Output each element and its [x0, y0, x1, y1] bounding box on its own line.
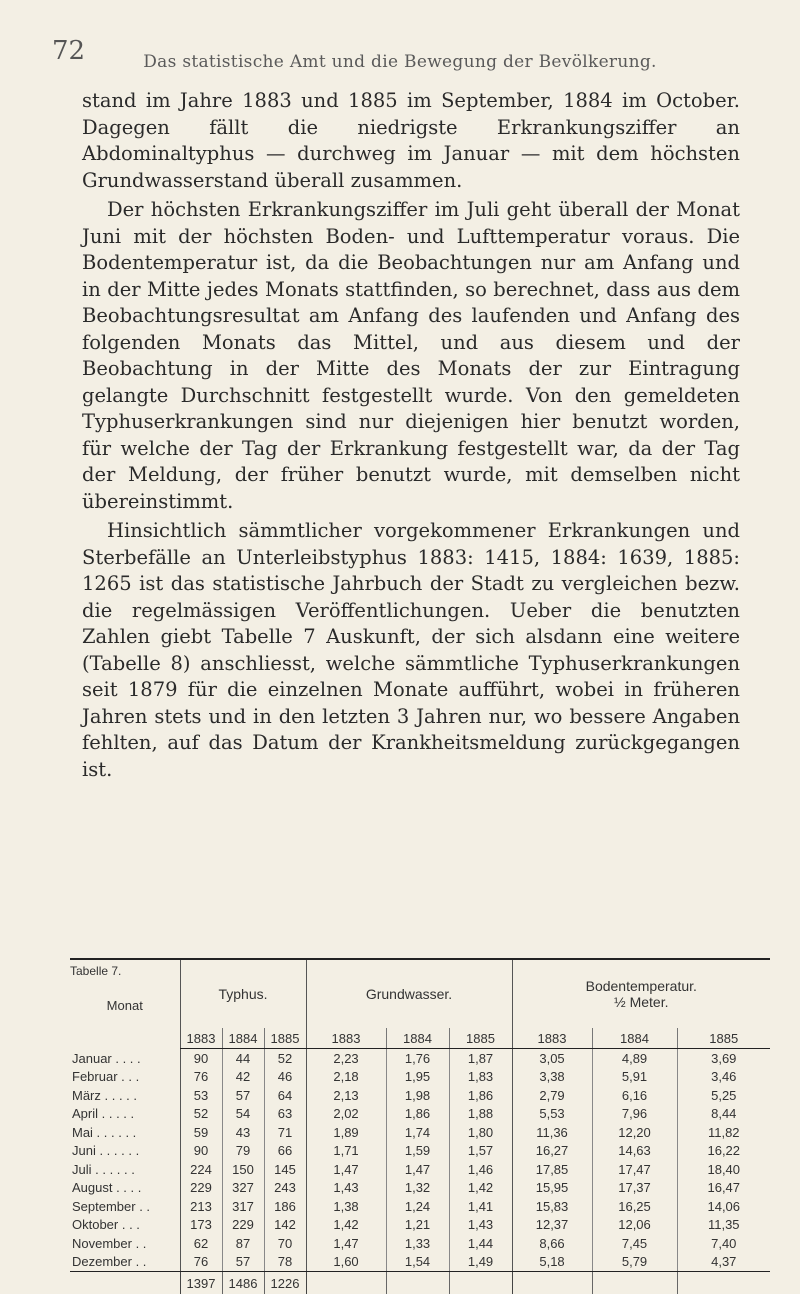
paragraph: Der höchsten Erkrankungsziffer im Juli geht überall der Monat Juni mit der höchsten Boden- und Lufttemperatur voraus. Die Bodentemperatur ist, da die Beobachtungen nur am Anfang und in der Mitte jedes Monats stattfinden, so berechnet, dass aus dem Beobachtungsresultat am Anfang des laufenden und Anfang des folgenden Monats das Mittel, und aus diesem und der Beobachtung in der Mitte des Monats der zur Eintragung gelangte Durchschnitt festgestellt wurde. Von den gemeldeten Typhuserkrankungen sind nur diejenigen hier benutzt worden, für welche der Tag der Erkrankung festgestellt war, da der Tag der Meldung, der früher benutzt wurde, mit demselben nicht übereinstimmt.: [82, 197, 740, 515]
value-cell: 1,42: [306, 1216, 386, 1235]
value-cell: 1,59: [386, 1142, 449, 1161]
month-column-header: Monat: [70, 998, 180, 1013]
value-cell: 5,25: [677, 1086, 770, 1105]
value-cell: 5,18: [512, 1253, 592, 1272]
table-row: [70, 1160, 770, 1179]
value-cell: 12,37: [512, 1216, 592, 1235]
grundwasser-header: Grundwasser.: [306, 959, 512, 1028]
table-row: [70, 1142, 770, 1161]
value-cell: 16,27: [512, 1142, 592, 1161]
year-header: 1883: [180, 1028, 222, 1049]
total-cell: 1486: [222, 1272, 264, 1294]
value-cell: 14,06: [677, 1197, 770, 1216]
value-cell: 52: [180, 1105, 222, 1124]
value-cell: 64: [264, 1086, 306, 1105]
value-cell: 71: [264, 1123, 306, 1142]
value-cell: 2,23: [306, 1049, 386, 1068]
value-cell: 42: [222, 1068, 264, 1087]
value-cell: 90: [180, 1049, 222, 1068]
value-cell: 2,02: [306, 1105, 386, 1124]
value-cell: 4,37: [677, 1253, 770, 1272]
value-cell: 12,20: [592, 1123, 677, 1142]
value-cell: 229: [222, 1216, 264, 1235]
value-cell: 17,47: [592, 1160, 677, 1179]
value-cell: 1,47: [306, 1234, 386, 1253]
value-cell: 57: [222, 1086, 264, 1105]
value-cell: 1,95: [386, 1068, 449, 1087]
bodentemperatur-title: Bodentemperatur.: [586, 978, 697, 994]
bodentemperatur-header: [512, 959, 770, 1028]
value-cell: 4,89: [592, 1049, 677, 1068]
value-cell: 8,66: [512, 1234, 592, 1253]
value-cell: 1,86: [449, 1086, 512, 1105]
month-cell: September . .: [70, 1197, 180, 1216]
value-cell: 317: [222, 1197, 264, 1216]
value-cell: 16,25: [592, 1197, 677, 1216]
year-header: 1884: [386, 1028, 449, 1049]
value-cell: 1,49: [449, 1253, 512, 1272]
month-cell: Februar . . .: [70, 1068, 180, 1087]
year-header: 1884: [222, 1028, 264, 1049]
value-cell: 1,57: [449, 1142, 512, 1161]
value-cell: 46: [264, 1068, 306, 1087]
value-cell: 1,44: [449, 1234, 512, 1253]
table-row: [70, 1234, 770, 1253]
value-cell: 78: [264, 1253, 306, 1272]
value-cell: 142: [264, 1216, 306, 1235]
month-cell: Juni . . . . . .: [70, 1142, 180, 1161]
value-cell: 11,35: [677, 1216, 770, 1235]
value-cell: 90: [180, 1142, 222, 1161]
value-cell: 11,82: [677, 1123, 770, 1142]
value-cell: 1,60: [306, 1253, 386, 1272]
typhus-header: Typhus.: [180, 959, 306, 1028]
value-cell: 1,21: [386, 1216, 449, 1235]
value-cell: 173: [180, 1216, 222, 1235]
value-cell: 15,95: [512, 1179, 592, 1198]
value-cell: 1,74: [386, 1123, 449, 1142]
value-cell: 1,71: [306, 1142, 386, 1161]
body-text: [82, 88, 740, 783]
bodentemperatur-depth: ½ Meter.: [614, 994, 668, 1010]
year-header: 1885: [449, 1028, 512, 1049]
value-cell: 53: [180, 1086, 222, 1105]
value-cell: 43: [222, 1123, 264, 1142]
value-cell: 17,85: [512, 1160, 592, 1179]
year-header: 1883: [306, 1028, 386, 1049]
value-cell: 2,18: [306, 1068, 386, 1087]
value-cell: 15,83: [512, 1197, 592, 1216]
value-cell: 1,32: [386, 1179, 449, 1198]
value-cell: 1,24: [386, 1197, 449, 1216]
paragraph: Hinsichtlich sämmtlicher vorgekommener Erkrankungen und Sterbefälle an Unterleibstyphus 1883: 1415, 1884: 1639, 1885: 1265 ist das statistische Jahrbuch der Stadt zu vergleichen bezw. die regelmässigen Veröffentlichungen. Ueber die benutzten Zahlen giebt Tabelle 7 Auskunft, der sich alsdann eine weitere (Tabelle 8) anschliesst, welche sämmtliche Typhuserkrankungen seit 1879 für die einzelnen Monate aufführt, wobei in früheren Jahren stets und in den letzten 3 Jahren nur, wo bessere Angaben fehlten, auf das Datum der Krankheitsmeldung zurückgegangen ist.: [82, 518, 740, 783]
value-cell: 59: [180, 1123, 222, 1142]
value-cell: 76: [180, 1068, 222, 1087]
total-cell: 1397: [180, 1272, 222, 1294]
month-cell: August . . . .: [70, 1179, 180, 1198]
total-cell: 1226: [264, 1272, 306, 1294]
month-cell: Dezember . .: [70, 1253, 180, 1272]
table-label: Tabelle 7.: [70, 964, 180, 978]
value-cell: 1,46: [449, 1160, 512, 1179]
value-cell: 2,13: [306, 1086, 386, 1105]
value-cell: 3,05: [512, 1049, 592, 1068]
value-cell: 16,22: [677, 1142, 770, 1161]
value-cell: 70: [264, 1234, 306, 1253]
year-header: 1885: [264, 1028, 306, 1049]
table-label-cell: [70, 959, 180, 1049]
value-cell: 14,63: [592, 1142, 677, 1161]
value-cell: 1,98: [386, 1086, 449, 1105]
value-cell: 3,38: [512, 1068, 592, 1087]
table-row: [70, 1049, 770, 1068]
value-cell: 229: [180, 1179, 222, 1198]
value-cell: 5,79: [592, 1253, 677, 1272]
value-cell: 1,76: [386, 1049, 449, 1068]
value-cell: 18,40: [677, 1160, 770, 1179]
value-cell: 7,96: [592, 1105, 677, 1124]
value-cell: 1,86: [386, 1105, 449, 1124]
value-cell: 150: [222, 1160, 264, 1179]
table-row: [70, 1086, 770, 1105]
value-cell: 52: [264, 1049, 306, 1068]
value-cell: 1,38: [306, 1197, 386, 1216]
table-row: [70, 1197, 770, 1216]
value-cell: 8,44: [677, 1105, 770, 1124]
value-cell: 1,43: [306, 1179, 386, 1198]
value-cell: 3,69: [677, 1049, 770, 1068]
page-number: 72: [52, 36, 85, 66]
value-cell: 57: [222, 1253, 264, 1272]
value-cell: 213: [180, 1197, 222, 1216]
value-cell: 1,54: [386, 1253, 449, 1272]
value-cell: 62: [180, 1234, 222, 1253]
value-cell: 1,80: [449, 1123, 512, 1142]
value-cell: 16,47: [677, 1179, 770, 1198]
value-cell: 76: [180, 1253, 222, 1272]
value-cell: 145: [264, 1160, 306, 1179]
month-cell: März . . . . .: [70, 1086, 180, 1105]
table-row: [70, 1253, 770, 1272]
value-cell: 1,42: [449, 1179, 512, 1198]
value-cell: 17,37: [592, 1179, 677, 1198]
value-cell: 12,06: [592, 1216, 677, 1235]
value-cell: 5,53: [512, 1105, 592, 1124]
value-cell: 54: [222, 1105, 264, 1124]
month-cell: Mai . . . . . .: [70, 1123, 180, 1142]
year-header: 1884: [592, 1028, 677, 1049]
value-cell: 224: [180, 1160, 222, 1179]
table-row: [70, 1216, 770, 1235]
value-cell: 327: [222, 1179, 264, 1198]
value-cell: 3,46: [677, 1068, 770, 1087]
value-cell: 6,16: [592, 1086, 677, 1105]
month-cell: April . . . . .: [70, 1105, 180, 1124]
value-cell: 11,36: [512, 1123, 592, 1142]
value-cell: 66: [264, 1142, 306, 1161]
value-cell: 1,88: [449, 1105, 512, 1124]
table-row: [70, 1179, 770, 1198]
paragraph: stand im Jahre 1883 und 1885 im September, 1884 im October. Dagegen fällt die niedrigste Erkrankungsziffer an Abdominaltyphus — durchweg im Januar — mit dem höchsten Grundwasserstand überall zusammen.: [82, 88, 740, 194]
statistics-table: [70, 958, 770, 1294]
table-row: [70, 1105, 770, 1124]
value-cell: 87: [222, 1234, 264, 1253]
value-cell: 1,47: [386, 1160, 449, 1179]
value-cell: 1,41: [449, 1197, 512, 1216]
value-cell: 63: [264, 1105, 306, 1124]
year-header: 1883: [512, 1028, 592, 1049]
value-cell: 186: [264, 1197, 306, 1216]
value-cell: 1,87: [449, 1049, 512, 1068]
value-cell: 2,79: [512, 1086, 592, 1105]
table-row: [70, 1068, 770, 1087]
month-cell: Januar . . . .: [70, 1049, 180, 1068]
value-cell: 79: [222, 1142, 264, 1161]
value-cell: 1,43: [449, 1216, 512, 1235]
month-cell: Juli . . . . . .: [70, 1160, 180, 1179]
value-cell: 1,83: [449, 1068, 512, 1087]
year-header: 1885: [677, 1028, 770, 1049]
value-cell: 1,89: [306, 1123, 386, 1142]
month-cell: November . .: [70, 1234, 180, 1253]
value-cell: 1,33: [386, 1234, 449, 1253]
table-row: [70, 1123, 770, 1142]
running-head: Das statistische Amt und die Bewegung der Bevölkerung.: [0, 52, 800, 72]
value-cell: 5,91: [592, 1068, 677, 1087]
value-cell: 243: [264, 1179, 306, 1198]
month-cell: Oktober . . .: [70, 1216, 180, 1235]
value-cell: 7,40: [677, 1234, 770, 1253]
totals-row: [70, 1272, 770, 1294]
value-cell: 7,45: [592, 1234, 677, 1253]
value-cell: 44: [222, 1049, 264, 1068]
value-cell: 1,47: [306, 1160, 386, 1179]
